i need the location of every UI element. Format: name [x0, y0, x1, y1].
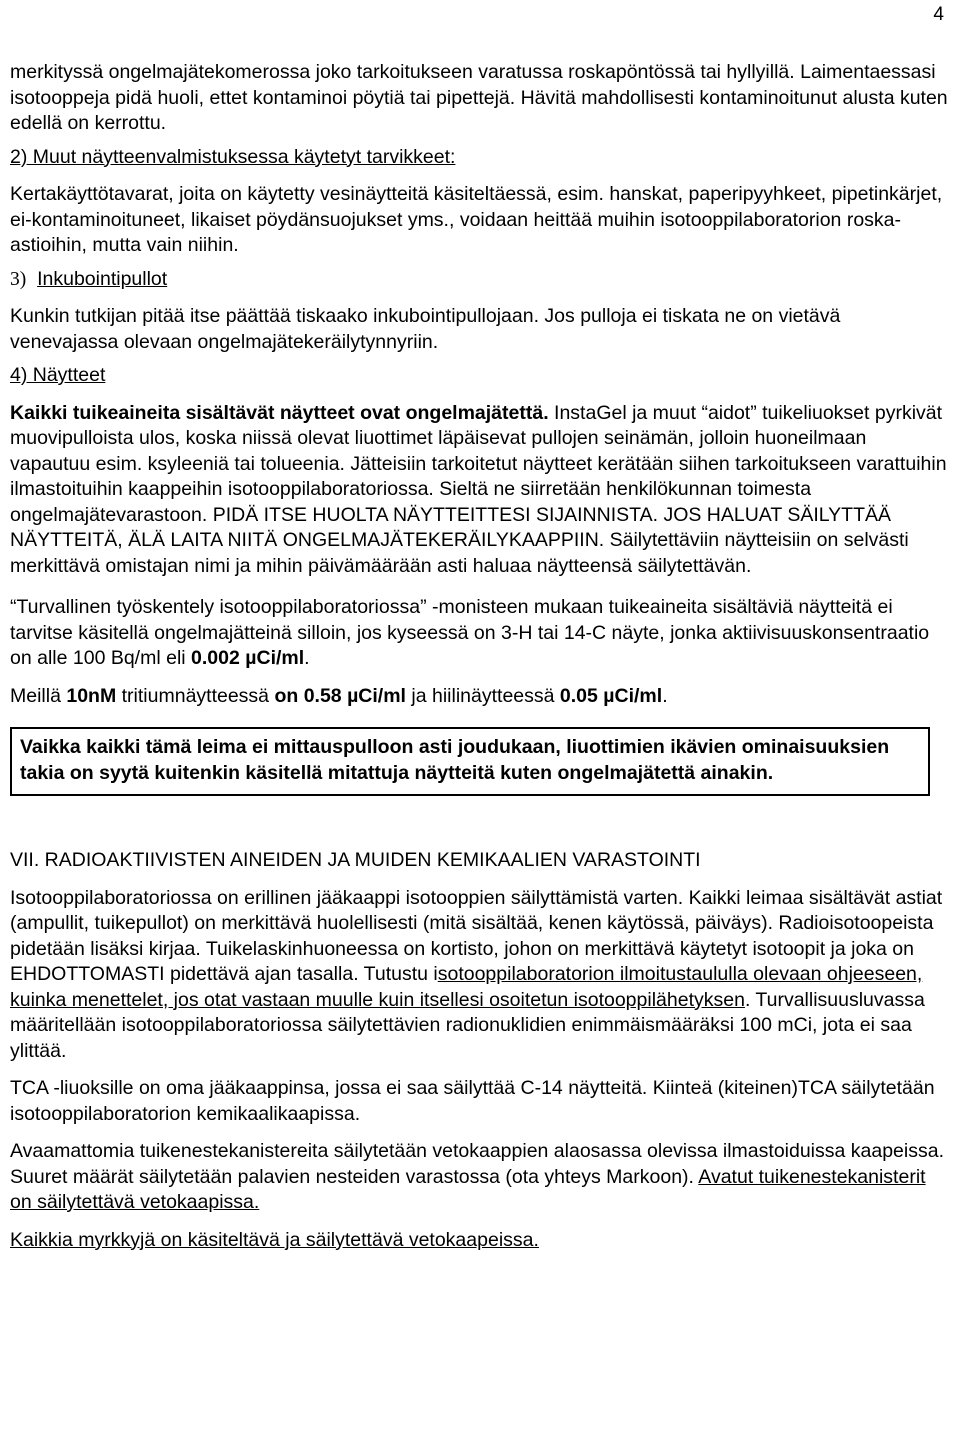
carbon-activity: 0.05 µCi/ml	[559, 684, 663, 707]
activity-limit: 0.002 µCi/ml	[191, 647, 305, 669]
concentration-value: 10nM	[66, 684, 117, 707]
samples-bold-statement: Kaikki tuikeaineita sisältävät näytteet ovat ongelmajätettä.	[10, 401, 549, 424]
paragraph-safe-work	[10, 595, 950, 672]
heading-text: Inkubointipullot	[37, 267, 168, 290]
storage-text-end: . Turvallisuusluvassa määritellään isotooppilaboratoriossa säilytettävien radionuklidien enimmäismääräksi 100 mCi, jota ei saa ylittää.	[10, 988, 925, 1062]
paragraph-samples	[10, 401, 950, 580]
paragraph-scintillation	[10, 1139, 950, 1216]
page-number: 4	[933, 4, 944, 25]
period: .	[304, 647, 310, 669]
paragraph-incubation: Kunkin tutkijan pitää itse päättää tiskaako inkubointipullojaan. Jos pulloja ei tiskata ne on vietävä venevajassa olevaan ongelmajätekeräilytynnyriin.	[10, 305, 841, 353]
tritium-activity: on 0.58 µCi/ml	[274, 684, 406, 707]
warning-box: Vaikka kaikki tämä leima ei mittauspulloon asti joudukaan, liuottimien ikävien ominaisuuksien takia on syytä kuitenkin käsitellä mitattuja näytteitä kuten ongelmajätettä ainakin.	[10, 727, 930, 796]
opened-canisters-rule: Avatut tuikenestekanisterit on säilytettävä vetokaapissa.	[10, 1165, 926, 1213]
heading-number: 3)	[10, 268, 27, 290]
period: .	[662, 684, 668, 707]
heading-other-supplies: 2) Muut näytteenvalmistuksessa käytetyt tarvikkeet:	[10, 145, 456, 168]
paragraph-tca: TCA -liuoksille on oma jääkaappinsa, jossa ei saa säilyttää C-14 näytteitä. Kiinteä (kiteinen)TCA säilytetään isotooppilaboratorion kemikaalikaapissa.	[10, 1077, 935, 1125]
heading-samples: 4) Näytteet	[10, 364, 106, 386]
paragraph-intro: merkityssä ongelmajätekomerossa joko tarkoitukseen varatussa roskapöntössä tai hyllyillä. Laimentaessasi isotooppeja pidä huoli, ettet kontaminoi pöytiä tai pipettejä. Hävitä mahdollisesti kontaminoitunut alusta kuten edellä on kerrottu.	[10, 61, 948, 134]
paragraph-storage	[10, 886, 950, 1065]
text-segment: tritiumnäytteessä	[116, 684, 275, 707]
page-content	[10, 60, 950, 1253]
text-segment: ja hiilinäytteessä	[405, 684, 560, 707]
scintillation-text: Avaamattomia tuikenestekanistereita säilytetään vetokaappien alaosassa olevissa ilmastoiduissa kaapeissa. Suuret määrät säilytetään palavien nesteiden varastossa (ota yhteys Markoon).	[10, 1140, 945, 1188]
instructions-reference: sotooppilaboratorion ilmoitustaululla olevaan ohjeeseen, kuinka menettelet, jos otat vastaan muulle kuin itsellesi osoitetun isotooppilähetyksen	[10, 963, 923, 1011]
safe-work-text: “Turvallinen työskentely isotooppilaboratoriossa” -monisteen mukaan tuikeaineita sisältäviä näytteitä ei tarvitse käsitellä ongelmajätteinä silloin, jos kyseessä on 3-H tai 14-C näyte, jonka aktiivisuuskonsentraatio on alle 100 Bq/ml eli	[10, 596, 930, 669]
samples-body: InstaGel ja muut “aidot” tuikeliuokset pyrkivät muovipulloista ulos, koska niissä olevat liuottimet läpäisevat pullojen seinämän, jolloin huoneilmaan vapautuu esim. ksyleeniä tai tolueenia. Jätteisiin tarkoitetut näytteet kerätään siihen tarkoitukseen varattuihin ilmastoituihin kaappeihin isotooppilaboratoriossa. Sieltä ne siirretään henkilökunnan toimesta ongelmajätevarastoon. PIDÄ ITSE HUOLTA NÄYTTEITTESI SIJAINNISTA. JOS HALUAT SÄILYTTÄÄ NÄYTTEITÄ, ÄLÄ LAITA NIITÄ ONGELMAJÄTEKERÄILYKAAPPIIN. Säilytettäviin näytteisiin on selvästi merkittävä omistajan nimi ja mihin päivämäärään asti haluaa näytteensä säilytettävän.	[10, 401, 947, 577]
storage-text: Isotooppilaboratoriossa on erillinen jääkaappi isotooppien säilyttämistä varten. Kaikki leimaa sisältävät astiat (ampullit, tuikepullot) on merkittävä huolellisesti (mitä sisältää, kenen käytössä, päiväys). Radioisotoopeista pidetään lisäksi kirjaa. Tuikelaskinhuoneessa on kortisto, johon on merkittävä käytetyt isotoopit ja joka on EHDOTTOMASTI pidettävä ajan tasalla. Tutustu i	[10, 886, 943, 985]
paragraph-our-samples	[10, 684, 950, 710]
paragraph-toxins: Kaikkia myrkkyjä on käsiteltävä ja säilytettävä vetokaapeissa.	[10, 1228, 539, 1251]
paragraph-disposables: Kertakäyttötavarat, joita on käytetty vesinäytteitä käsiteltäessä, esim. hanskat, paperipyyhkeet, pipetinkärjet, ei-kontaminoituneet, likaiset pöydänsuojukset yms., voidaan heittää muihin isotooppilaboratorion roska-astioihin, mutta vain niihin.	[10, 183, 943, 256]
heading-incubation-bottles	[10, 267, 950, 293]
section-title: VII. RADIOAKTIIVISTEN AINEIDEN JA MUIDEN KEMIKAALIEN VARASTOINTI	[10, 849, 701, 871]
text-segment: Meillä	[10, 684, 67, 707]
